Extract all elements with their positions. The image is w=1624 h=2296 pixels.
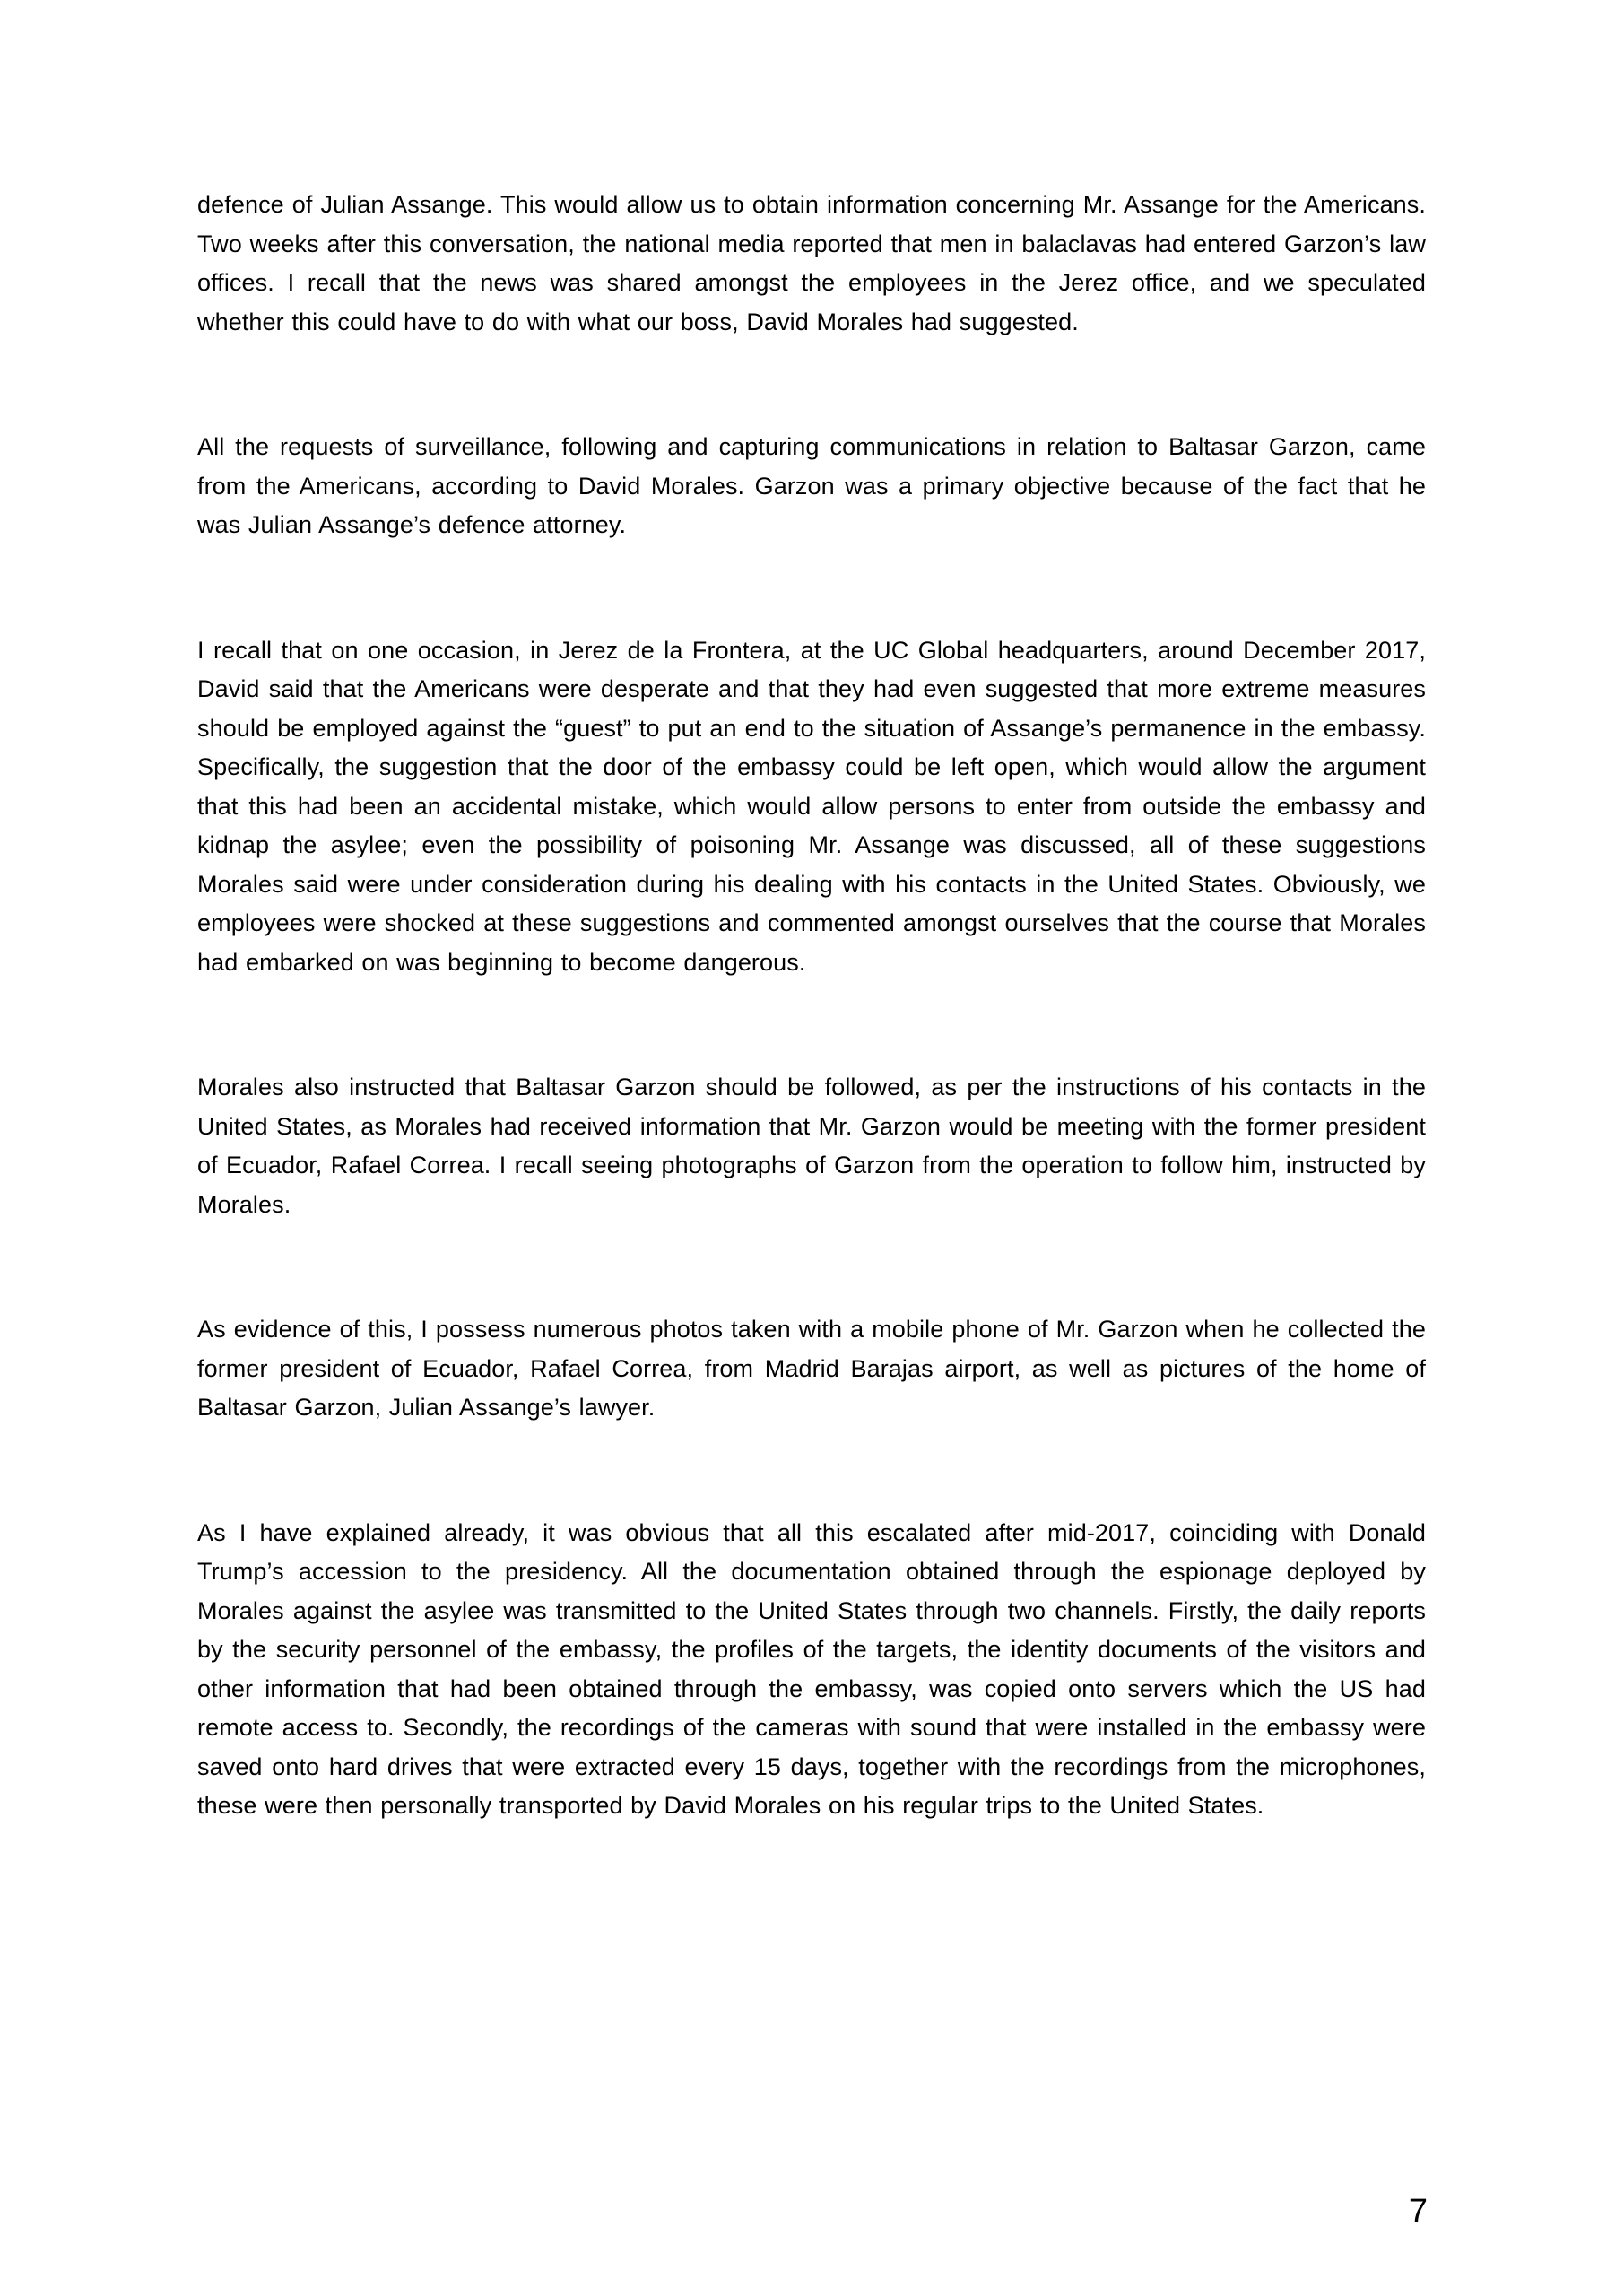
document-body bbox=[197, 186, 1426, 1826]
paragraph-4: Morales also instructed that Baltasar Garzon should be followed, as per the instructions of his contacts in the United States, as Morales had received information that Mr. Garzon would be meeting with the former president of Ecuador, Rafael Correa. I recall seeing photographs of Garzon from the operation to follow him, instructed by Morales. bbox=[197, 1074, 1426, 1218]
paragraph-2: All the requests of surveillance, following and capturing communications in relation to Baltasar Garzon, came from the Americans, according to David Morales. Garzon was a primary objective because of the fact that he was Julian Assange’s defence attorney. bbox=[197, 433, 1426, 538]
paragraph-1: defence of Julian Assange. This would allow us to obtain information concerning Mr. Assange for the Americans. Two weeks after this conversation, the national media reported that men in balaclavas had entered Garzon’s law offices. I recall that the news was shared amongst the employees in the Jerez office, and we speculated whether this could have to do with what our boss, David Morales had suggested. bbox=[197, 191, 1426, 335]
page-number: 7 bbox=[1408, 2193, 1428, 2231]
paragraph-3: I recall that on one occasion, in Jerez de la Frontera, at the UC Global headquarters, around December 2017, David said that the Americans were desperate and that they had even suggested that more extreme measures should be employed against the “guest” to put an end to the situation of Assange’s permanence in the embassy. Specifically, the suggestion that the door of the embassy could be left open, which would allow the argument that this had been an accidental mistake, which would allow persons to enter from outside the embassy and kidnap the asylee; even the possibility of poisoning Mr. Assange was discussed, all of these suggestions Morales said were under consideration during his dealing with his contacts in the United States. Obviously, we employees were shocked at these suggestions and commented amongst ourselves that the course that Morales had embarked on was beginning to become dangerous. bbox=[197, 636, 1426, 976]
paragraph-6: As I have explained already, it was obvious that all this escalated after mid-2017, coinciding with Donald Trump’s accession to the presidency. All the documentation obtained through the espionage deployed by Morales against the asylee was transmitted to the United States through two channels. Firstly, the daily reports by the security personnel of the embassy, the profiles of the targets, the identity documents of the visitors and other information that had been obtained through the embassy, was copied onto servers which the US had remote access to. Secondly, the recordings of the cameras with sound that were installed in the embassy were saved onto hard drives that were extracted every 15 days, together with the recordings from the microphones, these were then personally transported by David Morales on his regular trips to the United States. bbox=[197, 1518, 1426, 1819]
paragraph-5: As evidence of this, I possess numerous photos taken with a mobile phone of Mr. Garzon when he collected the former president of Ecuador, Rafael Correa, from Madrid Barajas airport, as well as pictures of the home of Baltasar Garzon, Julian Assange’s lawyer. bbox=[197, 1316, 1426, 1421]
